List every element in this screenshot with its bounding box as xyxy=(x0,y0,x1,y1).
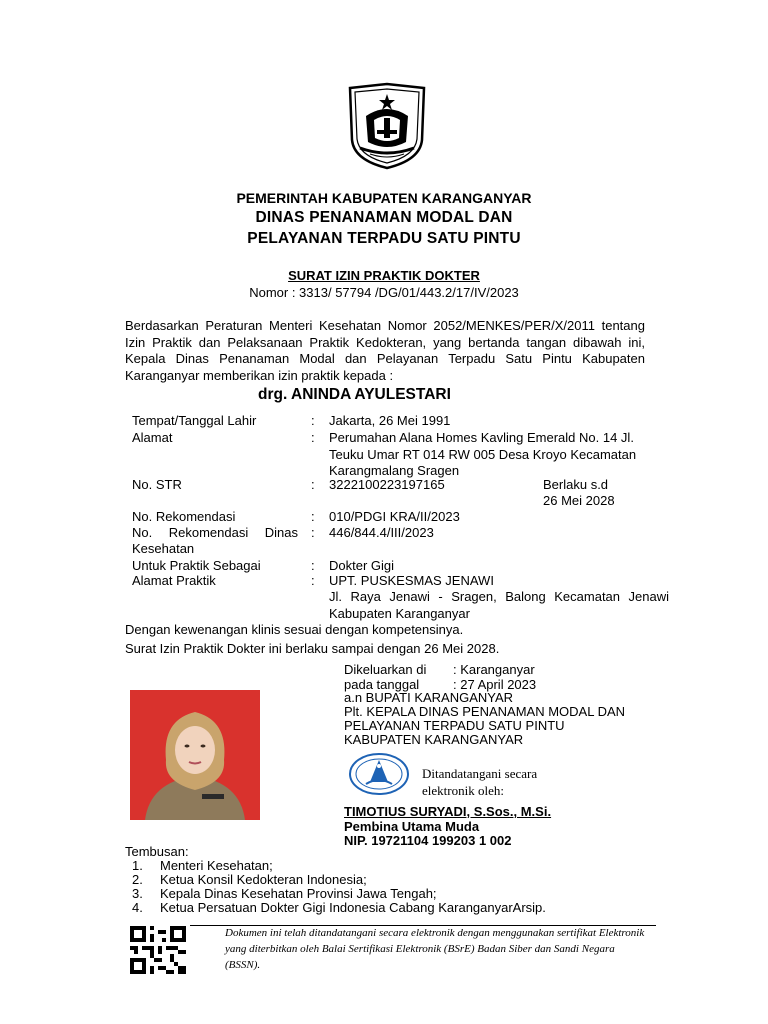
rekomendasi-value: 010/PDGI KRA/II/2023 xyxy=(329,509,460,524)
rekomendasi-dinas-label: No. Rekomendasi Dinas xyxy=(132,525,298,540)
berlaku-value: 26 Mei 2028 xyxy=(543,493,615,508)
alamat-praktik-value-1: UPT. PUSKESMAS JENAWI xyxy=(329,573,494,588)
str-value: 3222100223197165 xyxy=(329,477,445,492)
tembusan-item: Menteri Kesehatan; xyxy=(160,858,273,873)
rekomendasi-dinas-label-cont: Kesehatan xyxy=(132,541,195,556)
dikeluarkan-value: : Karanganyar xyxy=(453,662,535,677)
colon: : xyxy=(311,477,315,492)
colon: : xyxy=(311,525,315,540)
signer-name: TIMOTIUS SURYADI, S.Sos., M.Si. xyxy=(344,804,552,819)
closing-line1: Dengan kewenangan klinis sesuai dengan kompetensinya. xyxy=(125,622,464,637)
praktik-value: Dokter Gigi xyxy=(329,558,395,573)
colon: : xyxy=(311,430,315,445)
an-bupati: a.n BUPATI KARANGANYAR xyxy=(344,690,514,705)
tanggal-value: : 27 April 2023 xyxy=(453,677,537,692)
portrait-image xyxy=(130,690,260,820)
plt-line1: Plt. KEPALA DINAS PENANAMAN MODAL DAN xyxy=(344,704,626,719)
tembusan-number: 3. xyxy=(132,886,143,901)
government-name: PEMERINTAH KABUPATEN KARANGANYAR xyxy=(236,190,532,206)
ttl-value: Jakarta, 26 Mei 1991 xyxy=(329,413,451,428)
closing-line2: Surat Izin Praktik Dokter ini berlaku sampai dengan 26 Mei 2028. xyxy=(125,641,500,656)
agency-name-line1: DINAS PENANAMAN MODAL DAN xyxy=(255,209,513,226)
doctor-name: drg. ANINDA AYULESTARI xyxy=(258,386,451,403)
colon: : xyxy=(311,558,315,573)
berlaku-label: Berlaku s.d xyxy=(543,477,609,492)
tembusan-number: 4. xyxy=(132,900,143,915)
alamat-praktik-label: Alamat Praktik xyxy=(132,573,216,588)
agency-name-line2: PELAYANAN TERPADU SATU PINTU xyxy=(247,230,521,247)
plt-line2: PELAYANAN TERPADU SATU PINTU xyxy=(344,718,565,733)
dikeluarkan-label: Dikeluarkan di xyxy=(344,662,427,677)
tembusan-item: Kepala Dinas Kesehatan Provinsi Jawa Tengah; xyxy=(160,886,437,901)
tembusan-item: Ketua Persatuan Dokter Gigi Indonesia Cabang KaranganyarArsip. xyxy=(160,900,546,915)
footer-note: Dokumen ini telah ditandatangani secara elektronik dengan menggunakan sertifikat Elektronik yang diterbitkan oleh Balai Sertifikasi Elektronik (BSrE) Badan Siber dan Sandi Negara (BSSN). xyxy=(225,927,645,971)
praktik-label: Untuk Praktik Sebagai xyxy=(132,558,261,573)
qr-code-icon xyxy=(130,926,186,974)
tembusan-item: Ketua Konsil Kedokteran Indonesia; xyxy=(160,872,367,887)
bsre-seal-logo xyxy=(348,752,410,796)
letter-number: Nomor : 3313/ 57794 /DG/01/443.2/17/IV/2023 xyxy=(249,285,519,300)
tembusan-number: 1. xyxy=(132,858,143,873)
doctor-photo xyxy=(130,690,260,820)
str-label: No. STR xyxy=(132,477,182,492)
karanganyar-emblem-logo xyxy=(344,82,430,170)
plt-line3: KABUPATEN KARANGANYAR xyxy=(344,732,524,747)
ttl-label: Tempat/Tanggal Lahir xyxy=(132,413,257,428)
rekomendasi-label: No. Rekomendasi xyxy=(132,509,236,524)
signer-rank: Pembina Utama Muda xyxy=(344,819,480,834)
alamat-praktik-value-2: Jl. Raya Jenawi - Sragen, Balong Kecamatan Jenawi Kabupaten Karanganyar xyxy=(329,589,669,621)
alamat-label: Alamat xyxy=(132,430,173,445)
alamat-value: Perumahan Alana Homes Kavling Emerald No. 14 Jl. Teuku Umar RT 014 RW 005 Desa Kroyo Kecamatan Karangmalang Sragen xyxy=(329,430,637,478)
tanggal-label: pada tanggal xyxy=(344,677,420,692)
rekomendasi-dinas-value: 446/844.4/III/2023 xyxy=(329,525,434,540)
colon: : xyxy=(311,509,315,524)
colon: : xyxy=(311,573,315,588)
colon: : xyxy=(311,413,315,428)
letter-title: SURAT IZIN PRAKTIK DOKTER xyxy=(288,268,480,283)
tembusan-number: 2. xyxy=(132,872,143,887)
signer-nip: NIP. 19721104 199203 1 002 xyxy=(344,833,512,848)
ditandatangani-text: Ditandatangani secara elektronik oleh: xyxy=(422,766,538,798)
tembusan-title: Tembusan: xyxy=(125,844,189,859)
intro-paragraph: Berdasarkan Peraturan Menteri Kesehatan Nomor 2052/MENKES/PER/X/2011 tentang Izin Praktik dan Pelaksanaan Praktik Kedokteran, yang bertanda tangan dibawah ini, Kepala Dinas Penanaman Modal dan Pelayanan Terpadu Satu Pintu Kabupaten Karanganyar memberikan izin praktik kepada : xyxy=(125,318,645,383)
